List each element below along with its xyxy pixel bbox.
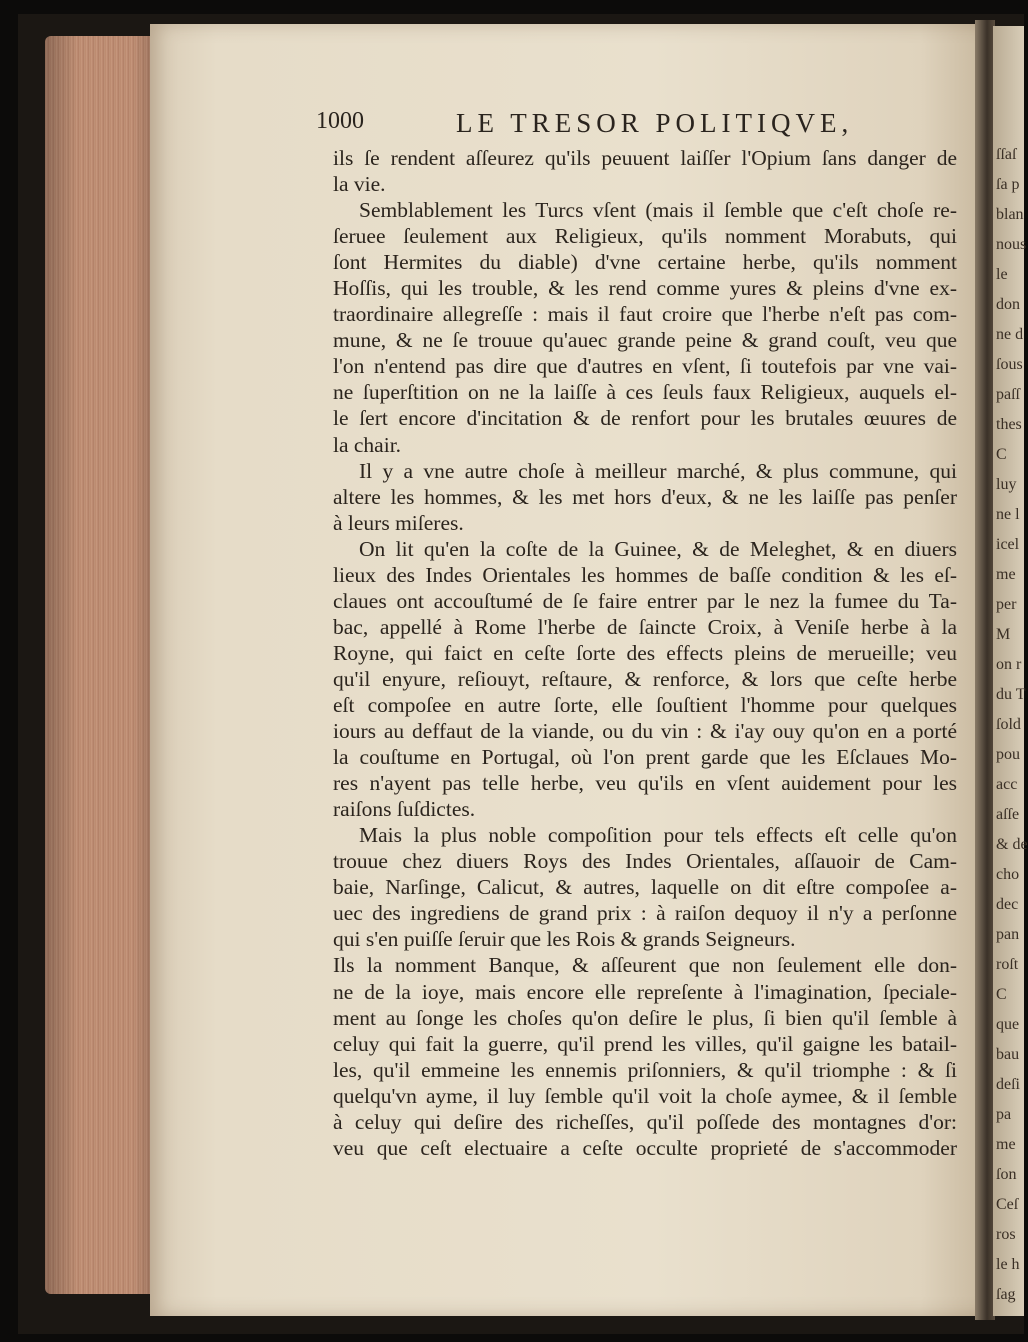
- page-number: 1000: [316, 108, 364, 134]
- text-line: veu que ceſt electuaire a ceſte occulte proprieté de s'accommoder: [333, 1135, 957, 1160]
- book-gutter: [975, 20, 995, 1320]
- text-line: ſeruee ſeulement aux Religieux, qu'ils nomment Morabuts, qui: [333, 224, 957, 249]
- facing-page-fragment: le: [996, 266, 1008, 283]
- facing-page-fragment: roſt: [996, 956, 1019, 973]
- text-line: la couſtume en Portugal, où l'on prent garde que les Eſclaues Mo-: [333, 745, 957, 770]
- text-line: Hoſſis, qui les trouble, & les rend comme yures & pleins d'vne ex-: [333, 276, 957, 301]
- facing-page-fragment: cho: [996, 866, 1020, 883]
- page-block-edge: [45, 36, 155, 1294]
- text-line: bac, appellé à Rome l'herbe de ſaincte Croix, à Veniſe herbe à la: [333, 614, 957, 639]
- facing-page-fragment: du T: [996, 686, 1026, 703]
- facing-page-fragment: thes: [996, 416, 1022, 433]
- text-line: On lit qu'en la coſte de la Guinee, & de Meleghet, & en diuers: [359, 536, 957, 561]
- facing-page-fragment: ſag: [996, 1286, 1016, 1303]
- text-line: qu'il enyure, reſiouyt, reſtaure, & renforce, & lors que ceſte herbe: [333, 666, 957, 691]
- text-line: la chair.: [333, 432, 402, 457]
- facing-page-fragment: on r: [996, 656, 1022, 673]
- facing-page-fragment: M: [996, 626, 1011, 643]
- text-line: claues ont accouſtumé de ſe faire entrer par le nez la fumee du Ta-: [333, 588, 957, 613]
- facing-page-fragment: ne l: [996, 506, 1020, 523]
- facing-page-fragment: pa: [996, 1106, 1012, 1123]
- text-line: Royne, qui faict en ceſte ſorte des effects pleins de merueille; veu: [333, 640, 957, 665]
- facing-page-fragment: ſous: [996, 356, 1023, 373]
- text-line: iours au deffaut de la viande, ou du vin : & i'ay ouy qu'on en a porté: [333, 719, 957, 744]
- facing-page-fragment: me: [996, 566, 1016, 583]
- facing-page-fragment: blan: [996, 206, 1024, 223]
- facing-page-fragment: deſi: [996, 1076, 1020, 1093]
- text-line: trouue chez diuers Roys des Indes Orientales, aſſauoir de Cam-: [333, 849, 957, 874]
- text-line: altere les hommes, & les met hors d'eux, & ne les laiſſe pas penſer: [333, 484, 957, 509]
- body-text: [333, 145, 957, 1161]
- facing-page-fragment: dec: [996, 896, 1019, 913]
- text-line: uec des ingrediens de grand prix : à raiſon dequoy il n'y a perſonne: [333, 901, 957, 926]
- text-line: eſt compoſee en autre ſorte, elle ſouſtient l'homme pour quelques: [333, 692, 957, 717]
- facing-page-fragment: acc: [996, 776, 1018, 793]
- text-line: baie, Narſinge, Calicut, & autres, laquelle on dit eſtre compoſee a-: [333, 875, 957, 900]
- text-line: qui s'en puiſſe ſeruir que les Rois & grands Seigneurs.: [333, 927, 796, 952]
- facing-page-fragment: aſſe: [996, 806, 1020, 823]
- running-head: LE TRESOR POLITIQVE,: [456, 108, 854, 138]
- text-line: ne ſuperſtition on ne la laiſſe à ces ſeuls faux Religieux, auquels el-: [333, 380, 957, 405]
- text-line: le ſert encore d'incitation & de renfort pour les brutales œuures de: [333, 406, 957, 431]
- text-line: mune, & ne ſe trouue qu'auec grande peine & grand couſt, veu que: [333, 328, 957, 353]
- text-line: à leurs miſeres.: [333, 510, 464, 535]
- facing-page-fragment: Ceſ: [996, 1196, 1019, 1213]
- facing-page-fragment: ne d: [996, 326, 1024, 343]
- text-line: ſont Hermites du diable) d'vne certaine herbe, qu'ils nomment: [333, 250, 957, 275]
- text-line: res n'ayent pas telle herbe, veu qu'ils en vſent auidement pour les: [333, 771, 957, 796]
- facing-page-fragment: luy: [996, 476, 1017, 493]
- text-line: ment au ſonge les choſes qu'on deſire le plus, ſi bien qu'il ſemble à: [333, 1005, 957, 1030]
- facing-page-fragment: paſſ: [996, 386, 1020, 403]
- text-line: lieux des Indes Orientales les hommes de baſſe condition & les eſ-: [333, 562, 957, 587]
- text-line: à celuy qui deſire des richeſſes, qu'il poſſede des montagnes d'or:: [333, 1109, 957, 1134]
- text-line: raiſons ſuſdictes.: [333, 797, 476, 822]
- text-line: Mais la plus noble compoſition pour tels effects eſt celle qu'on: [359, 823, 957, 848]
- facing-page-fragment: me: [996, 1136, 1016, 1153]
- text-line: Il y a vne autre choſe à meilleur marché, & plus commune, qui: [359, 458, 957, 483]
- text-line: la vie.: [333, 172, 386, 197]
- facing-page-fragment: ſon: [996, 1166, 1017, 1183]
- facing-page-fragment: que: [996, 1016, 1020, 1033]
- facing-page-fragment: C: [996, 986, 1007, 1003]
- facing-page-fragment: bau: [996, 1046, 1020, 1063]
- text-line: ne de la ioye, mais encore elle repreſente à l'imagination, ſpeciale-: [333, 979, 957, 1004]
- facing-page-fragment: icel: [996, 536, 1020, 553]
- facing-page-fragment: & de: [996, 836, 1028, 853]
- facing-page-fragment: don: [996, 296, 1020, 313]
- page-header: [316, 108, 956, 144]
- facing-page-fragment: ſold: [996, 716, 1021, 733]
- facing-page-fragment: per: [996, 596, 1017, 613]
- facing-page-fragment: nous: [996, 236, 1027, 253]
- facing-page-fragment: ros: [996, 1226, 1016, 1243]
- facing-page-fragment: ſſaſ: [996, 146, 1017, 163]
- text-line: quelqu'vn ayme, il luy ſemble qu'il voit la choſe aymee, & il ſemble: [333, 1083, 957, 1108]
- text-line: Semblablement les Turcs vſent (mais il ſemble que c'eſt choſe re-: [359, 198, 957, 223]
- facing-page-fragment: pan: [996, 926, 1020, 943]
- text-line: Ils la nomment Banque, & aſſeurent que non ſeulement elle don-: [333, 953, 957, 978]
- facing-page-fragment: pou: [996, 746, 1020, 763]
- facing-page-fragment: C: [996, 446, 1007, 463]
- facing-page-edge: [993, 26, 1028, 1316]
- facing-page-fragment: le h: [996, 1256, 1020, 1273]
- text-line: ils ſe rendent aſſeurez qu'ils peuuent laiſſer l'Opium ſans danger de: [333, 146, 957, 170]
- text-line: l'on n'entend pas dire que d'autres en vſent, ſi toutefois par vne vai-: [333, 354, 957, 379]
- text-line: traordinaire allegreſſe : mais il faut croire que l'herbe n'eſt pas com-: [333, 302, 957, 327]
- text-line: celuy qui fait la guerre, qu'il prend les villes, qu'il gaigne les batail-: [333, 1031, 957, 1056]
- facing-page-fragment: ſa p: [996, 176, 1020, 193]
- text-line: les, qu'il emmeine les ennemis priſonniers, & qu'il triomphe : & ſi: [333, 1057, 957, 1082]
